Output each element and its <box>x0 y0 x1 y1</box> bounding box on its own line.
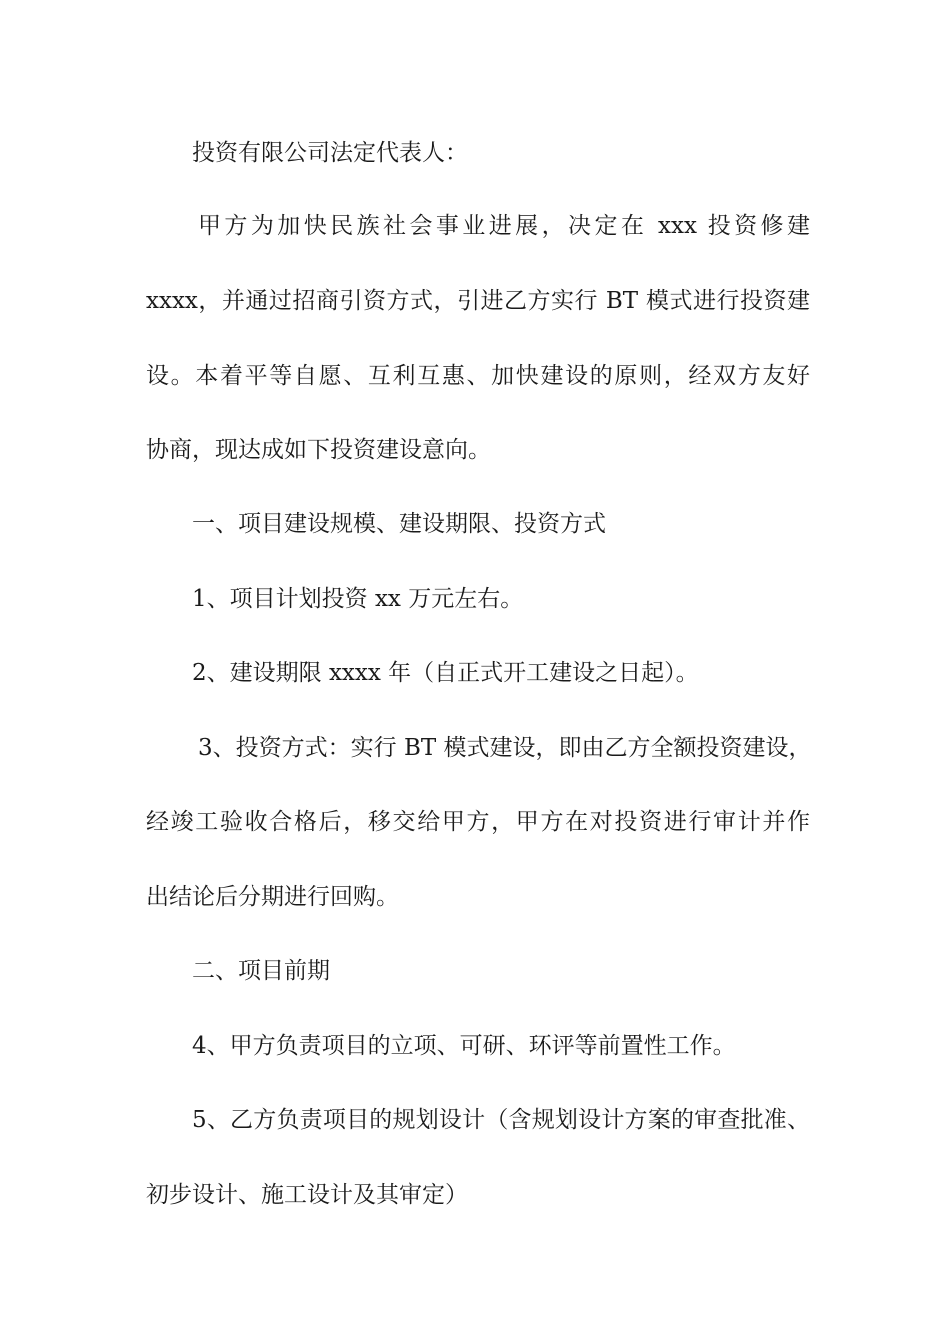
paragraph-line: 设。本着平等自愿、互利互惠、加快建设的原则，经双方友好 <box>146 363 810 389</box>
paragraph-line: 出结论后分期进行回购。 <box>146 884 399 910</box>
list-item: 1、项目计划投资 xx 万元左右。 <box>192 586 524 612</box>
list-item: 3、投资方式：实行 BT 模式建设，即由乙方全额投资建设， <box>198 735 812 761</box>
paragraph-line: 甲方为加快民族社会事业进展，决定在 xxx 投资修建 <box>198 213 810 239</box>
paragraph-line: 协商，现达成如下投资建设意向。 <box>146 437 491 463</box>
paragraph-line: 经竣工验收合格后，移交给甲方，甲方在对投资进行审计并作 <box>146 809 810 835</box>
list-item: 5、乙方负责项目的规划设计（含规划设计方案的审查批准、 <box>192 1107 810 1133</box>
section-heading: 二、项目前期 <box>192 958 330 984</box>
addressee-line: 投资有限公司法定代表人： <box>192 140 468 166</box>
list-item: 4、甲方负责项目的立项、可研、环评等前置性工作。 <box>192 1033 736 1059</box>
paragraph-line: xxxx，并通过招商引资方式，引进乙方实行 BT 模式进行投资建 <box>146 288 810 314</box>
section-heading: 一、项目建设规模、建设期限、投资方式 <box>192 511 606 537</box>
paragraph-line: 初步设计、施工设计及其审定） <box>146 1182 468 1208</box>
list-item: 2、建设期限 xxxx 年（自正式开工建设之日起）。 <box>192 660 699 686</box>
